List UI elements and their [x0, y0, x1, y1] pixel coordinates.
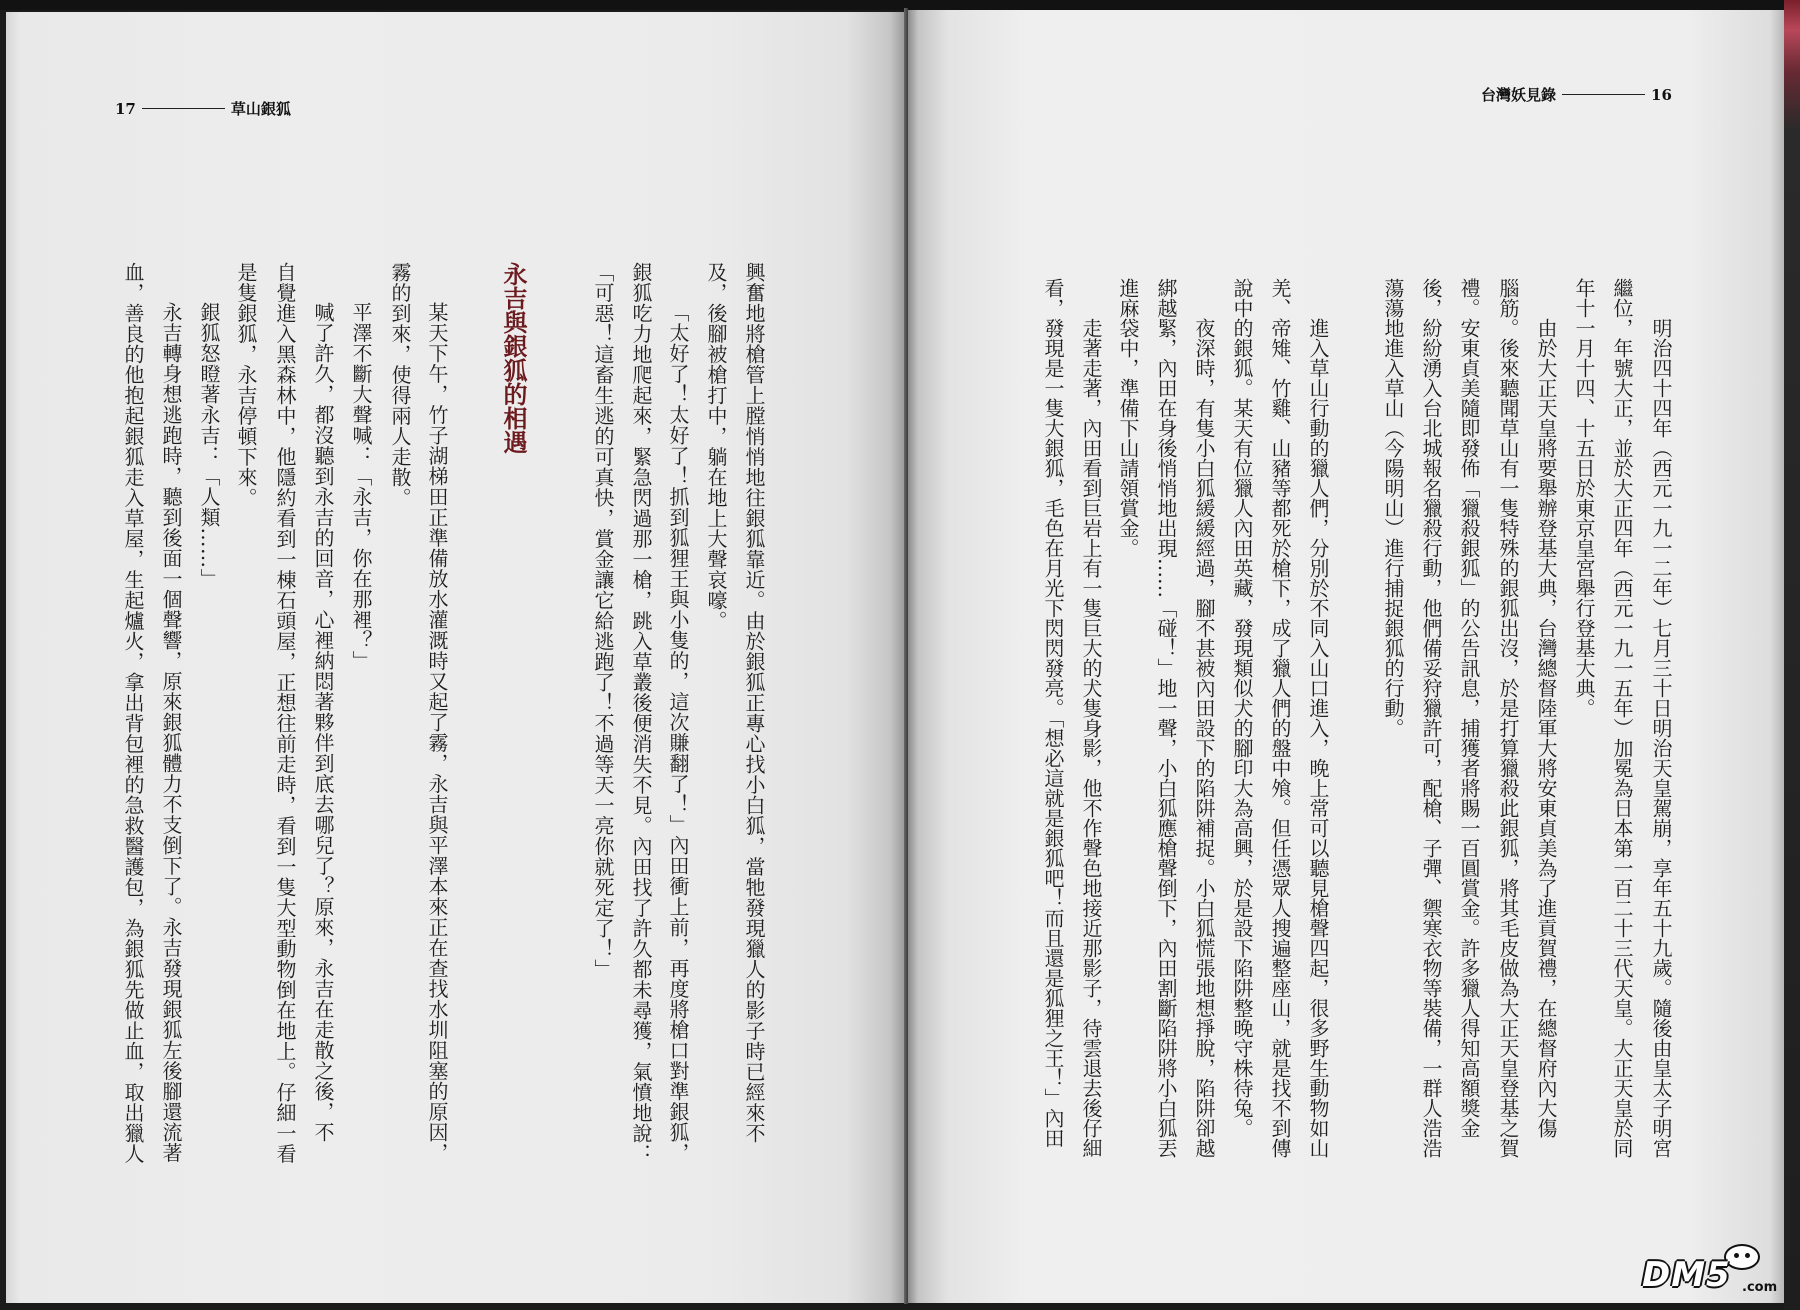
text-column: 興奮地將槍管上膛悄悄地往銀狐靠近。由於銀狐正專心找小白狐，當牠發現獵人的影子時已經來不	[742, 262, 766, 1144]
section-heading: 永吉與銀狐的相遇	[499, 262, 528, 454]
text-column: 「太好了！太好了！抓到狐狸王與小隻的，這次賺翻了！」內田衝上前，再度將槍口對準銀狐，	[666, 302, 690, 1163]
text-column: 夜深時，有隻小白狐緩緩經過，腳不甚被內田設下的陷阱補捉。小白狐慌張地想掙脫，陷阱卻越	[1192, 318, 1216, 1158]
text-column: 明治四十四年（西元一九一二年）七月三十日明治天皇駕崩，享年五十九歲。隨後由皇太子明宮	[1649, 318, 1673, 1158]
text-column: 銀狐怒瞪著永吉：「人類……」	[197, 302, 221, 589]
text-column: 蕩蕩地進入草山（今陽明山）進行捕捉銀狐的行動。	[1381, 278, 1405, 738]
text-column: 永吉轉身想逃跑時，聽到後面一個聲響，原來銀狐體力不支倒下了。永吉發現銀狐左後腳還流著	[159, 302, 183, 1163]
text-column: 自覺進入黑森林中，他隱約看到一棟石頭屋，正想往前走時，看到一隻大型動物倒在地上。仔細一看	[273, 262, 297, 1164]
scan-border-right	[1784, 0, 1800, 1310]
text-column: 看，發現是一隻大銀狐，毛色在月光下閃閃發亮。「想必這就是銀狐吧！而且還是狐狸之王！」內田	[1041, 278, 1065, 1148]
watermark-suffix: .com	[1742, 1280, 1778, 1295]
mascot-eye	[1734, 1253, 1739, 1258]
text-column: 繼位，年號大正，並於大正四年（西元一九一五年）加冕為日本第一百二十三代天皇。大正天皇於同	[1610, 278, 1634, 1158]
text-column: 喊了許久，都沒聽到永吉的回音，心裡納悶著夥伴到底去哪兒了？原來，永吉在走散之後，不	[311, 302, 335, 1143]
text-column: 綁越緊，內田在身後悄悄地出現……「碰！」地一聲，小白狐應槍聲倒下，內田割斷陷阱將小白狐丟	[1154, 278, 1178, 1158]
text-column: 霧的到來，使得兩人走散。	[388, 262, 412, 508]
running-head-right	[1481, 84, 1672, 105]
left-page	[6, 12, 904, 1303]
right-page	[908, 10, 1784, 1303]
header-rule	[142, 108, 225, 109]
text-column: 平澤不斷大聲喊：「永吉，你在那裡？」	[349, 302, 373, 671]
text-column: 後，紛紛湧入台北城報名獵殺行動，他們備妥狩獵許可，配槍、子彈、禦寒衣物等裝備，一群人浩浩	[1419, 278, 1443, 1158]
page-number: 16	[1651, 85, 1672, 104]
text-column: 「可惡！這畜生逃的可真快，賞金讓它給逃跑了！不過等天一亮你就死定了！」	[591, 262, 615, 980]
text-column: 走著走著，內田看到巨岩上有一隻巨大的犬隻身影，他不作聲色地接近那影子，待雲退去後仔細	[1079, 318, 1103, 1158]
text-column: 進麻袋中，準備下山請領賞金。	[1116, 278, 1140, 558]
text-column: 及，後腳被槍打中，躺在地上大聲哀嚎。	[704, 262, 728, 631]
text-column: 羌、帝雉、竹雞、山豬等都死於槍下，成了獵人們的盤中飧。但任憑眾人搜遍整座山，就是找不到傳	[1268, 278, 1292, 1158]
text-column: 血，善良的他抱起銀狐走入草屋，生起爐火，拿出背包裡的急救醫護包，為銀狐先做止血，取出獵人	[121, 262, 145, 1164]
page-number: 17	[115, 99, 136, 118]
text-column: 年十一月十四、十五日於東京皇宮舉行登基大典。	[1572, 278, 1596, 718]
text-column: 由於大正天皇將要舉辦登基大典，台灣總督陸軍大將安東貞美為了進貢賀禮，在總督府內大傷	[1534, 318, 1558, 1138]
watermark-brand: DM5	[1642, 1255, 1731, 1295]
text-column: 進入草山行動的獵人們，分別於不同入山口進入，晚上常可以聽見槍聲四起，很多野生動物如山	[1306, 318, 1330, 1158]
scan-border-top	[0, 0, 1784, 10]
text-column: 某天下午，竹子湖梯田正準備放水灌溉時又起了霧，永吉與平澤本來正在查找水圳阻塞的原因，	[425, 302, 449, 1163]
mascot-eye	[1745, 1253, 1750, 1258]
chapter-title: 草山銀狐	[230, 100, 291, 118]
running-head-left	[115, 98, 291, 119]
text-column: 腦筋。後來聽聞草山有一隻特殊的銀狐出沒，於是打算獵殺此銀狐，將其毛皮做為大正天皇登基之賀	[1496, 278, 1520, 1158]
text-column: 銀狐吃力地爬起來，緊急閃過那一槍，跳入草叢後便消失不見。內田找了許久都未尋獲，氣憤地說：	[629, 262, 653, 1164]
text-column: 禮。安東貞美隨即發佈「獵殺銀狐」的公告訊息，捕獲者將賜一百圓賞金。許多獵人得知高額獎金	[1457, 278, 1481, 1138]
book-title: 台灣妖見錄	[1481, 86, 1557, 104]
text-column: 說中的銀狐。某天有位獵人內田英藏，發現類似犬的腳印大為高興，於是設下陷阱整晚守株待兔。	[1230, 278, 1254, 1138]
watermark-logo	[1640, 1242, 1788, 1302]
text-column: 是隻銀狐，永吉停頓下來。	[234, 262, 258, 508]
header-rule	[1562, 94, 1645, 95]
